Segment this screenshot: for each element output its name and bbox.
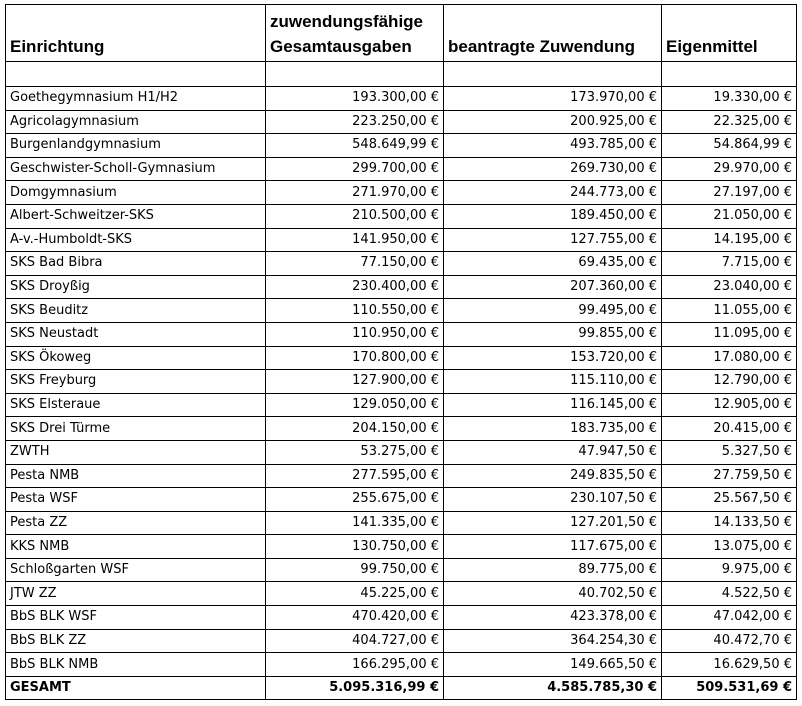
cell-zuwendung: 47.947,50 € (444, 440, 662, 464)
table-row (6, 228, 797, 252)
cell-eigenmittel: 7.715,00 € (662, 252, 797, 276)
cell-gesamtausgaben: 99.750,00 € (266, 558, 444, 582)
cell-zuwendung: 183.735,00 € (444, 417, 662, 441)
table-row (6, 558, 797, 582)
total-zuwendung: 4.585.785,30 € (444, 676, 662, 699)
table-row (6, 393, 797, 417)
table-row (6, 370, 797, 394)
cell-gesamtausgaben: 166.295,00 € (266, 653, 444, 677)
cell-gesamtausgaben: 130.750,00 € (266, 535, 444, 559)
table-row (6, 252, 797, 276)
cell-zuwendung: 149.665,50 € (444, 653, 662, 677)
table-row (6, 653, 797, 677)
total-row (6, 676, 797, 699)
header-zuwendung: beantragte Zuwendung (444, 5, 662, 62)
table-row (6, 275, 797, 299)
cell-eigenmittel: 23.040,00 € (662, 275, 797, 299)
cell-zuwendung: 249.835,50 € (444, 464, 662, 488)
cell-einrichtung: JTW ZZ (6, 582, 266, 606)
cell-zuwendung: 40.702,50 € (444, 582, 662, 606)
cell-gesamtausgaben: 255.675,00 € (266, 488, 444, 512)
table-row (6, 299, 797, 323)
table-row (6, 157, 797, 181)
cell-zuwendung: 244.773,00 € (444, 181, 662, 205)
cell-zuwendung: 127.201,50 € (444, 511, 662, 535)
cell-eigenmittel: 40.472,70 € (662, 629, 797, 653)
cell-gesamtausgaben: 127.900,00 € (266, 370, 444, 394)
cell-einrichtung: Schloßgarten WSF (6, 558, 266, 582)
cell-zuwendung: 230.107,50 € (444, 488, 662, 512)
empty-row (6, 62, 797, 87)
cell-einrichtung: SKS Bad Bibra (6, 252, 266, 276)
cell-gesamtausgaben: 129.050,00 € (266, 393, 444, 417)
cell-gesamtausgaben: 110.550,00 € (266, 299, 444, 323)
total-ausgaben: 5.095.316,99 € (266, 676, 444, 699)
header-gesamtausgaben-line2: Gesamtausgaben (270, 37, 412, 56)
table-row (6, 346, 797, 370)
cell-zuwendung: 116.145,00 € (444, 393, 662, 417)
table-row (6, 87, 797, 111)
cell-eigenmittel: 4.522,50 € (662, 582, 797, 606)
cell-einrichtung: KKS NMB (6, 535, 266, 559)
cell-einrichtung: Goethegymnasium H1/H2 (6, 87, 266, 111)
cell-zuwendung: 423.378,00 € (444, 606, 662, 630)
cell-eigenmittel: 29.970,00 € (662, 157, 797, 181)
cell-einrichtung: SKS Freyburg (6, 370, 266, 394)
cell-gesamtausgaben: 277.595,00 € (266, 464, 444, 488)
cell-eigenmittel: 27.759,50 € (662, 464, 797, 488)
total-eigenmittel: 509.531,69 € (662, 676, 797, 699)
funding-table (5, 4, 797, 700)
table-row (6, 488, 797, 512)
cell-gesamtausgaben: 470.420,00 € (266, 606, 444, 630)
cell-einrichtung: Burgenlandgymnasium (6, 134, 266, 158)
cell-einrichtung: Domgymnasium (6, 181, 266, 205)
cell-eigenmittel: 12.790,00 € (662, 370, 797, 394)
cell-einrichtung: A-v.-Humboldt-SKS (6, 228, 266, 252)
empty-cell (266, 62, 444, 87)
cell-gesamtausgaben: 230.400,00 € (266, 275, 444, 299)
cell-gesamtausgaben: 45.225,00 € (266, 582, 444, 606)
cell-gesamtausgaben: 299.700,00 € (266, 157, 444, 181)
cell-eigenmittel: 9.975,00 € (662, 558, 797, 582)
cell-zuwendung: 200.925,00 € (444, 110, 662, 134)
table-row (6, 535, 797, 559)
table-row (6, 629, 797, 653)
cell-gesamtausgaben: 193.300,00 € (266, 87, 444, 111)
cell-zuwendung: 99.495,00 € (444, 299, 662, 323)
cell-eigenmittel: 21.050,00 € (662, 204, 797, 228)
cell-eigenmittel: 17.080,00 € (662, 346, 797, 370)
cell-einrichtung: Pesta NMB (6, 464, 266, 488)
cell-gesamtausgaben: 53.275,00 € (266, 440, 444, 464)
cell-eigenmittel: 11.095,00 € (662, 322, 797, 346)
table-row (6, 511, 797, 535)
table-row (6, 134, 797, 158)
table-row (6, 181, 797, 205)
cell-gesamtausgaben: 548.649,99 € (266, 134, 444, 158)
cell-eigenmittel: 16.629,50 € (662, 653, 797, 677)
cell-zuwendung: 117.675,00 € (444, 535, 662, 559)
empty-cell (444, 62, 662, 87)
cell-zuwendung: 69.435,00 € (444, 252, 662, 276)
header-gesamtausgaben (266, 5, 444, 62)
cell-einrichtung: Albert-Schweitzer-SKS (6, 204, 266, 228)
cell-eigenmittel: 25.567,50 € (662, 488, 797, 512)
table-row (6, 440, 797, 464)
cell-gesamtausgaben: 271.970,00 € (266, 181, 444, 205)
table-row (6, 204, 797, 228)
cell-einrichtung: BbS BLK ZZ (6, 629, 266, 653)
cell-eigenmittel: 54.864,99 € (662, 134, 797, 158)
cell-eigenmittel: 5.327,50 € (662, 440, 797, 464)
cell-einrichtung: Pesta WSF (6, 488, 266, 512)
cell-zuwendung: 207.360,00 € (444, 275, 662, 299)
cell-eigenmittel: 14.195,00 € (662, 228, 797, 252)
header-gesamtausgaben-line1: zuwendungsfähige (270, 12, 423, 31)
cell-eigenmittel: 27.197,00 € (662, 181, 797, 205)
header-eigenmittel: Eigenmittel (662, 5, 797, 62)
cell-gesamtausgaben: 223.250,00 € (266, 110, 444, 134)
cell-gesamtausgaben: 141.950,00 € (266, 228, 444, 252)
cell-zuwendung: 189.450,00 € (444, 204, 662, 228)
cell-einrichtung: Agricolagymnasium (6, 110, 266, 134)
cell-gesamtausgaben: 77.150,00 € (266, 252, 444, 276)
cell-zuwendung: 269.730,00 € (444, 157, 662, 181)
cell-eigenmittel: 11.055,00 € (662, 299, 797, 323)
header-row (6, 5, 797, 62)
cell-zuwendung: 127.755,00 € (444, 228, 662, 252)
cell-gesamtausgaben: 404.727,00 € (266, 629, 444, 653)
cell-zuwendung: 89.775,00 € (444, 558, 662, 582)
cell-einrichtung: SKS Beuditz (6, 299, 266, 323)
cell-zuwendung: 153.720,00 € (444, 346, 662, 370)
cell-eigenmittel: 47.042,00 € (662, 606, 797, 630)
cell-zuwendung: 115.110,00 € (444, 370, 662, 394)
cell-einrichtung: Pesta ZZ (6, 511, 266, 535)
table-row (6, 110, 797, 134)
cell-eigenmittel: 14.133,50 € (662, 511, 797, 535)
header-einrichtung: Einrichtung (6, 5, 266, 62)
cell-zuwendung: 364.254,30 € (444, 629, 662, 653)
cell-zuwendung: 173.970,00 € (444, 87, 662, 111)
cell-eigenmittel: 13.075,00 € (662, 535, 797, 559)
cell-einrichtung: SKS Elsteraue (6, 393, 266, 417)
cell-eigenmittel: 19.330,00 € (662, 87, 797, 111)
cell-einrichtung: Geschwister-Scholl-Gymnasium (6, 157, 266, 181)
cell-gesamtausgaben: 210.500,00 € (266, 204, 444, 228)
table-row (6, 322, 797, 346)
cell-einrichtung: ZWTH (6, 440, 266, 464)
cell-einrichtung: BbS BLK NMB (6, 653, 266, 677)
total-label: GESAMT (6, 676, 266, 699)
cell-einrichtung: SKS Neustadt (6, 322, 266, 346)
cell-eigenmittel: 22.325,00 € (662, 110, 797, 134)
cell-gesamtausgaben: 170.800,00 € (266, 346, 444, 370)
cell-zuwendung: 493.785,00 € (444, 134, 662, 158)
cell-eigenmittel: 12.905,00 € (662, 393, 797, 417)
cell-gesamtausgaben: 204.150,00 € (266, 417, 444, 441)
cell-einrichtung: SKS Droyßig (6, 275, 266, 299)
table-row (6, 582, 797, 606)
table-row (6, 417, 797, 441)
cell-eigenmittel: 20.415,00 € (662, 417, 797, 441)
cell-zuwendung: 99.855,00 € (444, 322, 662, 346)
cell-einrichtung: SKS Drei Türme (6, 417, 266, 441)
table-row (6, 464, 797, 488)
cell-einrichtung: BbS BLK WSF (6, 606, 266, 630)
cell-gesamtausgaben: 110.950,00 € (266, 322, 444, 346)
table-row (6, 606, 797, 630)
cell-gesamtausgaben: 141.335,00 € (266, 511, 444, 535)
empty-cell (6, 62, 266, 87)
cell-einrichtung: SKS Ökoweg (6, 346, 266, 370)
empty-cell (662, 62, 797, 87)
